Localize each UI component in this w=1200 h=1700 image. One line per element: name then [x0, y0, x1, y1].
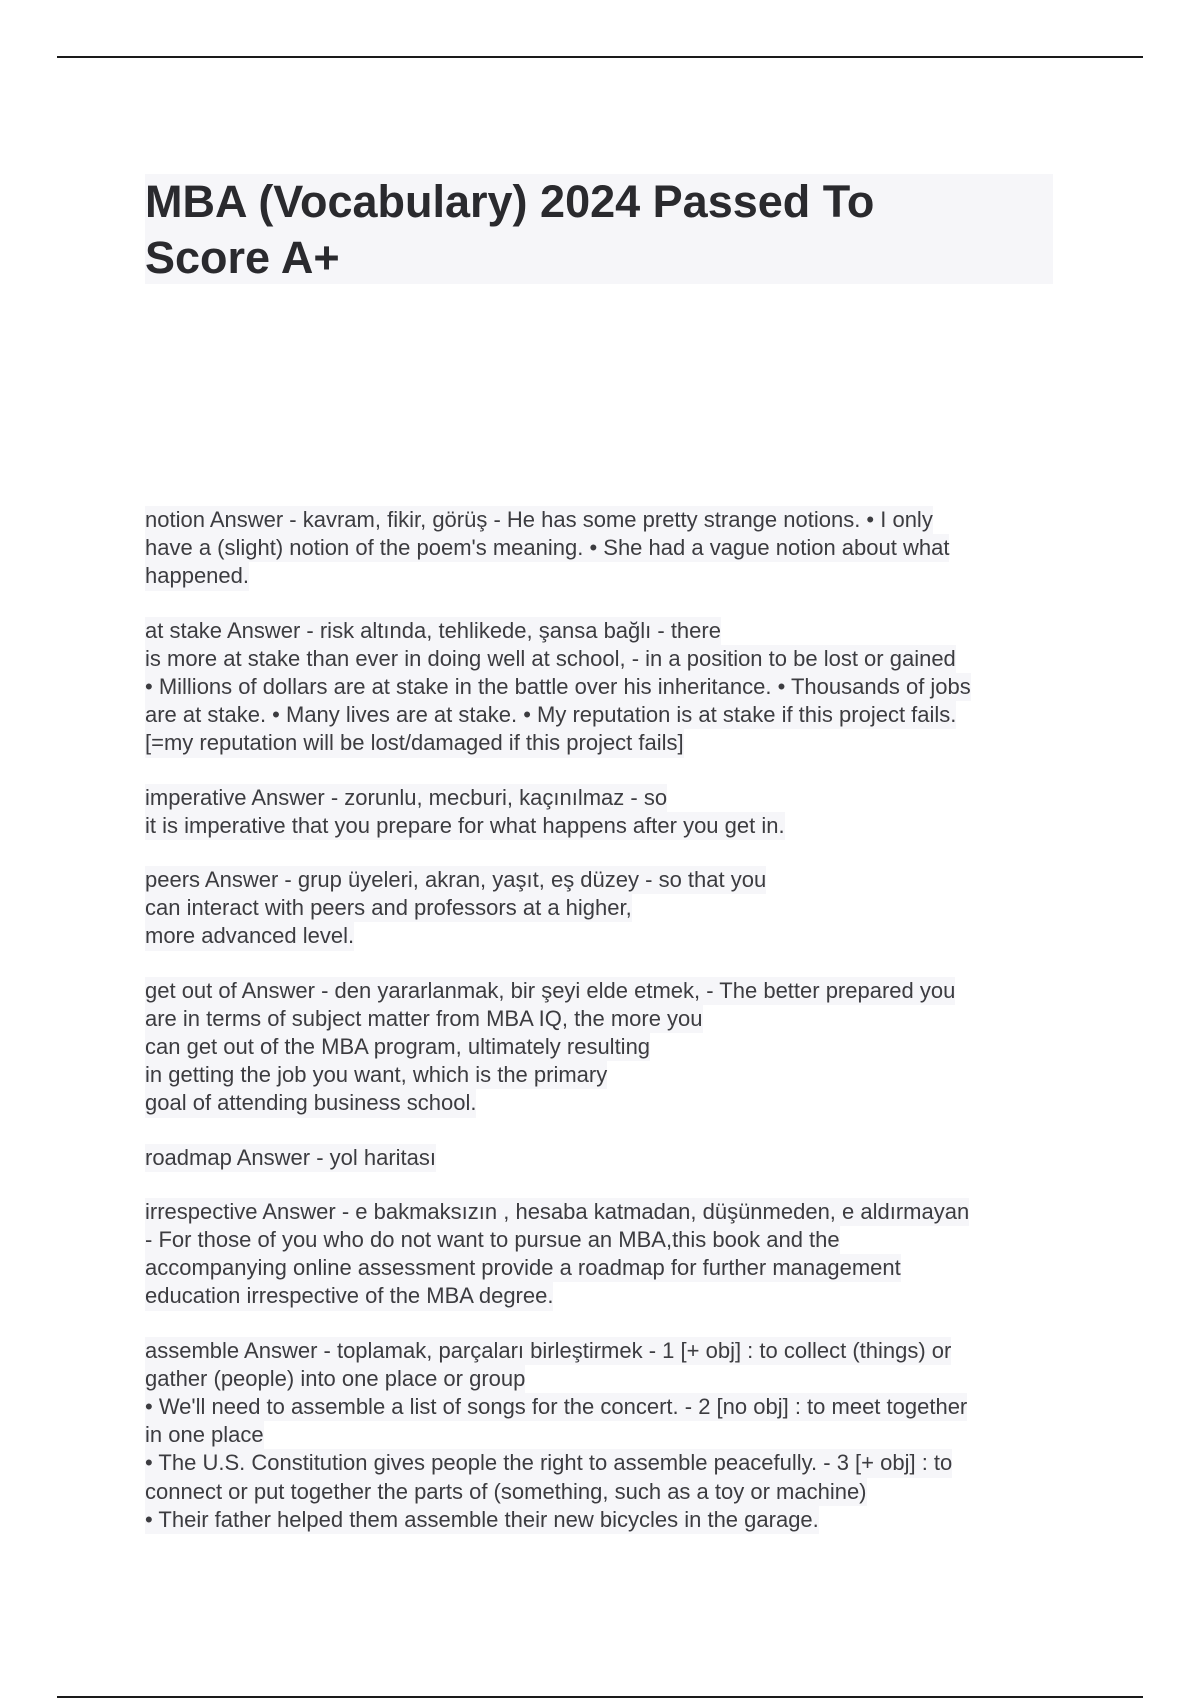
entry-line: • The U.S. Constitution gives people the right to assemble peacefully. - 3 [+ obj] : to — [145, 1449, 952, 1477]
entry-line: irrespective Answer - e bakmaksızın , hesaba katmadan, düşünmeden, e aldırmayan — [145, 1198, 969, 1226]
entry-line: in getting the job you want, which is the primary — [145, 1061, 607, 1089]
entry-line: goal of attending business school. — [145, 1089, 476, 1117]
entry-assemble — [145, 1337, 1065, 1534]
entry-line: are in terms of subject matter from MBA IQ, the more you — [145, 1005, 703, 1033]
title-line: MBA (Vocabulary) 2024 Passed To — [145, 176, 875, 227]
entry-line: more advanced level. — [145, 922, 354, 950]
entry-at-stake — [145, 617, 1065, 758]
entry-line: peers Answer - grup üyeleri, akran, yaşıt, eş düzey - so that you — [145, 866, 766, 894]
entry-line: happened. — [145, 562, 249, 590]
entry-peers — [145, 866, 1065, 951]
page-title — [145, 174, 1053, 286]
entry-line: accompanying online assessment provide a roadmap for further management — [145, 1254, 901, 1282]
entry-line: can get out of the MBA program, ultimately resulting — [145, 1033, 650, 1061]
entry-line: roadmap Answer - yol haritası — [145, 1144, 436, 1172]
entry-line: it is imperative that you prepare for what happens after you get in. — [145, 812, 785, 840]
entry-line: can interact with peers and professors at a higher, — [145, 894, 632, 922]
entry-line: connect or put together the parts of (something, such as a toy or machine) — [145, 1478, 867, 1506]
entry-get-out-of — [145, 977, 1065, 1118]
top-rule — [57, 56, 1143, 58]
vocabulary-content — [145, 506, 1065, 1560]
entry-irrespective — [145, 1198, 1065, 1311]
entry-line: are at stake. • Many lives are at stake. • My reputation is at stake if this project fails. — [145, 701, 956, 729]
entry-line: is more at stake than ever in doing well at school, - in a position to be lost or gained — [145, 645, 956, 673]
entry-line: have a (slight) notion of the poem's meaning. • She had a vague notion about what — [145, 534, 949, 562]
entry-line: - For those of you who do not want to pursue an MBA,this book and the — [145, 1226, 840, 1254]
entry-line: get out of Answer - den yararlanmak, bir şeyi elde etmek, - The better prepared you — [145, 977, 955, 1005]
entry-notion — [145, 506, 1065, 591]
entry-line: • Their father helped them assemble their new bicycles in the garage. — [145, 1506, 819, 1534]
entry-line: assemble Answer - toplamak, parçaları birleştirmek - 1 [+ obj] : to collect (things) or — [145, 1337, 951, 1365]
title-line: Score A+ — [145, 232, 340, 283]
entry-line: gather (people) into one place or group — [145, 1365, 525, 1393]
entry-line: imperative Answer - zorunlu, mecburi, kaçınılmaz - so — [145, 784, 667, 812]
title-block — [145, 174, 1053, 284]
bottom-rule — [57, 1696, 1143, 1698]
entry-line: in one place — [145, 1421, 264, 1449]
entry-line: education irrespective of the MBA degree. — [145, 1282, 553, 1310]
entry-line: at stake Answer - risk altında, tehlikede, şansa bağlı - there — [145, 617, 721, 645]
entry-line: [=my reputation will be lost/damaged if this project fails] — [145, 729, 684, 757]
entry-imperative — [145, 784, 1065, 840]
entry-line: • Millions of dollars are at stake in the battle over his inheritance. • Thousands of jobs — [145, 673, 971, 701]
entry-line: notion Answer - kavram, fikir, görüş - He has some pretty strange notions. • I only — [145, 506, 933, 534]
entry-line: • We'll need to assemble a list of songs for the concert. - 2 [no obj] : to meet together — [145, 1393, 967, 1421]
entry-roadmap — [145, 1144, 1065, 1172]
